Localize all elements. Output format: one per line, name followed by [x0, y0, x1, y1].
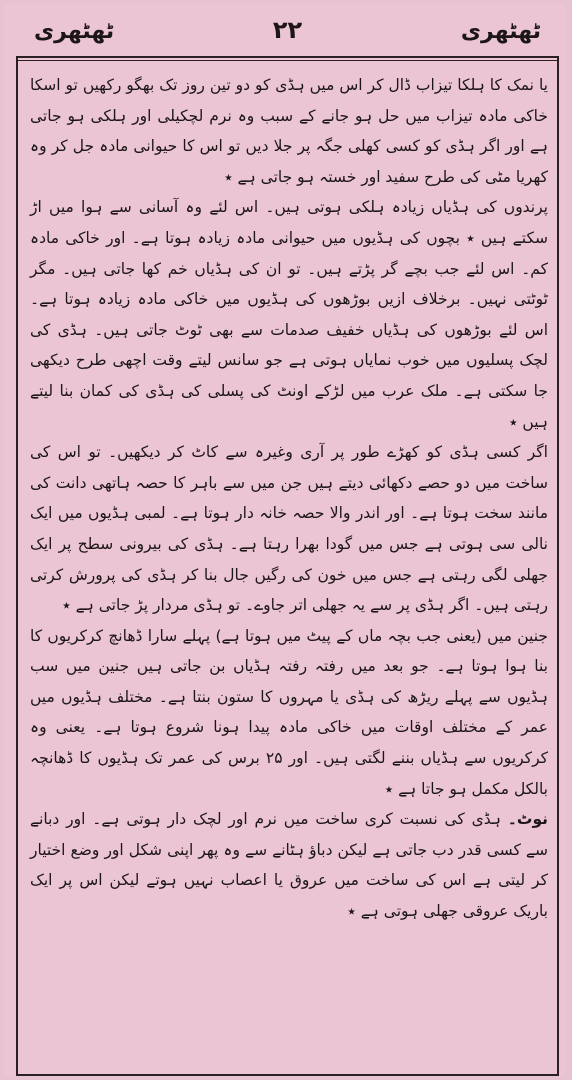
- running-title-right: ٹھٹھری: [460, 19, 541, 44]
- paragraph: یا نمک کا ہلکا تیزاب ڈال کر اس میں ہڈی کو دو تین روز تک بھگو رکھیں تو اسکا خاکی مادہ تیزاب میں حل ہو جانے کے سبب وہ نرم لچکیلی اور ہلکی ہو جاتی ہے اور اگر ہڈی کو کسی کھلی جگہ پر جلا دیں تو اس کا حیوانی مادہ جل کر وہ کھریا مٹی کی طرح سفید اور خستہ ہو جاتی ہے ٭: [30, 76, 548, 186]
- page-header: [16, 10, 559, 54]
- note-paragraph: [30, 804, 548, 926]
- book-page: [4, 4, 566, 1076]
- running-title-left: ٹھٹھری: [34, 19, 115, 44]
- paragraph: جنین میں (یعنی جب بچہ ماں کے پیٹ میں ہوتا ہے) پہلے سارا ڈھانچ کرکریوں کا بنا ہوا ہوتا ہے۔ جو بعد میں رفتہ رفتہ ہڈیاں بن جاتی ہیں جنین میں سب ہڈیوں سے پہلے ریڑھ کی ہڈی یا مہروں کا ستون بنتا ہے۔ مختلف ہڈیوں میں عمر کے مختلف اوقات میں خاکی مادہ پیدا ہونا شروع ہوتا ہے۔ یعنی وہ کرکریوں سے ہڈیاں بننے لگتی ہیں۔ اور ۲۵ برس کی عمر تک ہڈیوں کا ڈھانچہ بالکل مکمل ہو جاتا ہے ٭: [30, 626, 548, 798]
- paragraph: پرندوں کی ہڈیاں زیادہ ہلکی ہوتی ہیں۔ اس لئے وہ آسانی سے ہوا میں اڑ سکتے ہیں ٭ بچوں کی ہڈیوں میں حیوانی مادہ زیادہ ہوتا ہے۔ اور خاکی مادہ کم۔ اس لئے جب بچے گر پڑتے ہیں۔ تو ان کی ہڈیاں خم کھا جاتی ہیں۔ مگر ٹوٹتی نہیں۔ برخلاف ازیں بوڑھوں کی ہڈیوں میں خاکی مادہ زیادہ ہوتا ہے۔ اس لئے بوڑھوں کی ہڈیاں خفیف صدمات سے بھی ٹوٹ جاتی ہیں۔ ہڈی کی لچک پسلیوں میں خوب نمایاں ہوتی ہے جو سانس لیتے وقت اچھی طرح دیکھی جا سکتی ہے۔ ملک عرب میں لڑکے اونٹ کی پسلی کی ہڈی کی کمان بنا لیتے ہیں ٭: [30, 198, 548, 431]
- header-rule: [16, 60, 559, 61]
- body-text: [30, 70, 548, 1065]
- paragraph: اگر کسی ہڈی کو کھڑے طور پر آری وغیرہ سے کاٹ کر دیکھیں۔ تو اس کی ساخت میں دو حصے دکھائی دیتے ہیں جن میں سے باہر کا حصہ ہاتھی دانت کی مانند سخت ہوتا ہے۔ اور اندر والا حصہ خانہ دار ہوتا ہے۔ لمبی ہڈیوں میں ایک نالی سی ہوتی ہے جس میں گودا بھرا رہتا ہے۔ ہڈی کی بیرونی سطح پر ایک جھلی لگی رہتی ہے جس میں خون کی رگیں جال بنا کر ہڈی کی پرورش کرتی رہتی ہیں۔ اگر ہڈی پر سے یہ جھلی اتر جاوے۔ تو ہڈی مردار پڑ جاتی ہے ٭: [30, 443, 548, 615]
- note-text: ہڈی کی نسبت کری ساخت میں نرم اور لچک دار ہوتی ہے۔ اور دبانے سے کسی قدر دب جاتی ہے لیکن دباؤ ہٹانے سے وہ پھر اپنی شکل اور وضع اختیار کر لیتی ہے اس کی ساخت میں عروق یا اعصاب نہیں ہوتے لیکن اس پر ایک باریک عروقی جھلی ہوتی ہے ٭: [30, 810, 548, 921]
- note-label: نوٹ۔: [507, 810, 548, 829]
- page-number: ۲۲: [272, 16, 303, 44]
